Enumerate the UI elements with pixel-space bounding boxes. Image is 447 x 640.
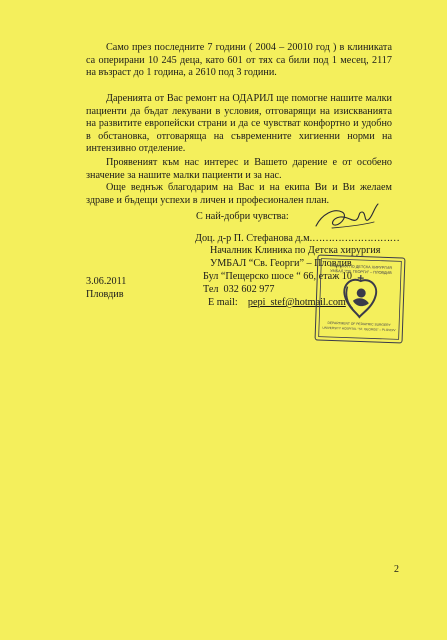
address-line: Бул “Пещерско шосе “ 66, етаж 10 xyxy=(203,271,352,282)
paragraph-statistics: Само през последните 7 години ( 2004 – 20010 год ) в клиниката са оперирани 10 245 деца, като 601 от тях са били под 1 месец, 2117 на възраст до 1 година, а 2610 под 3 години. xyxy=(86,42,392,79)
stamp-top-line-2: УМБАЛ “СВ. ГЕОРГИ” – ПЛОВДИВ xyxy=(330,268,392,276)
clinic-stamp xyxy=(315,254,406,343)
stamp-bottom-line-2: UNIVERSITY HOSPITAL “ST. GEORGE” – PLOVDIV xyxy=(322,325,396,333)
hospital-name: УМБАЛ “Св. Георги” – Пловдив xyxy=(210,258,352,269)
phone-number: 032 602 977 xyxy=(223,284,275,295)
paragraph-interest: Проявеният към нас интерес и Вашето дарение е от особено значение за нашите малки пациенти и за нас. xyxy=(86,157,392,181)
signer-title: Началник Клиника по Детска хирургия xyxy=(210,245,381,256)
handwritten-signature xyxy=(312,200,382,239)
phone-label: Тел xyxy=(203,284,219,295)
signer-name: Доц. д-р П. Стефанова д.м. xyxy=(195,233,313,244)
letter-date: 3.06.2011 xyxy=(86,276,127,287)
stamp-emblem-icon xyxy=(343,274,376,317)
signature-dots: ……………………… xyxy=(312,233,400,244)
letter-city: Пловдив xyxy=(86,289,124,300)
stamp-top-line-1: КЛИНИКА ПО ДЕТСКА ХИРУРГИЯ xyxy=(330,263,392,271)
email-link[interactable]: pepi_stef@hotmail.com xyxy=(247,297,346,308)
phone-line xyxy=(203,284,274,296)
email-label: E mail: xyxy=(208,297,238,308)
closing-line: С най-добри чувства: xyxy=(196,211,289,222)
stamp-bottom-line-1: DEPARTMENT OF PEDIATRIC SURGERY xyxy=(327,320,391,328)
paragraph-thanks: Още веднъж благодарим на Вас и на екипа Ви и Ви желаем здраве и бъдещи успехи в личен и професионален план. xyxy=(86,182,392,206)
paragraph-donation: Даренията от Вас ремонт на ОДАРИЛ ще помогне нашите малки пациенти да бъдат лекувани в условия, отговарящи на изискванията на развитите европейски страни и да се чувстват конфортно и удобно в обстановка, отговаряща на съвременните хигиенни норми на интензивно отделение. xyxy=(86,93,392,155)
page-number: 2 xyxy=(394,564,399,575)
